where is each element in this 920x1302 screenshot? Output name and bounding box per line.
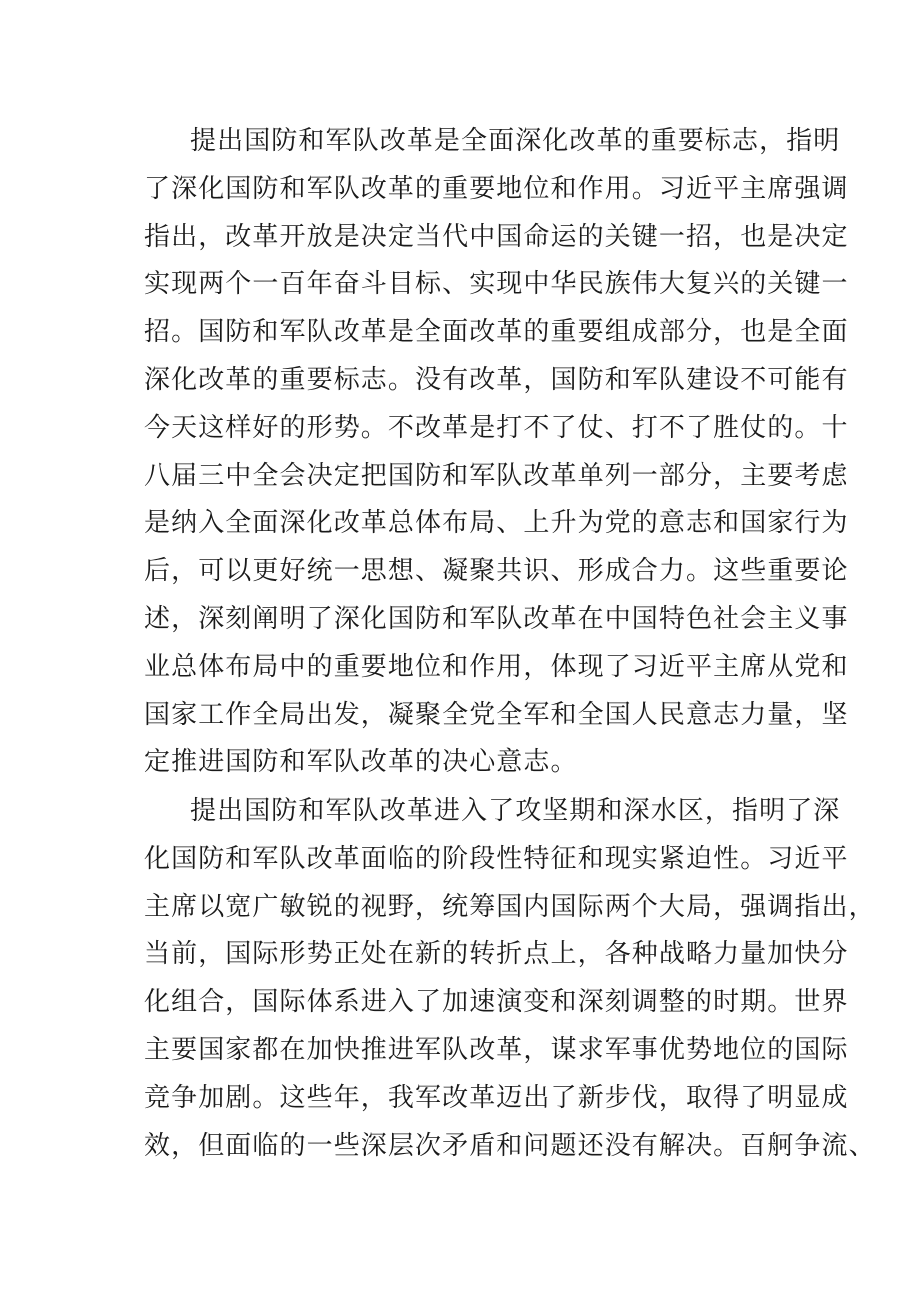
paragraph-line: 化国防和军队改革面临的阶段性特征和现实紧迫性。习近平 <box>144 843 849 874</box>
paragraph-line: 定推进国防和军队改革的决心意志。 <box>144 747 578 778</box>
paragraph-line: 化组合，国际体系进入了加速演变和深刻调整的时期。世界 <box>144 987 849 1018</box>
paragraph-line: 八届三中全会决定把国防和军队改革单列一部分，主要考虑 <box>144 460 849 491</box>
paragraph-line: 实现两个一百年奋斗目标、实现中华民族伟大复兴的关键一 <box>144 269 849 300</box>
paragraph-line: 是纳入全面深化改革总体布局、上升为党的意志和国家行为 <box>144 508 849 539</box>
paragraph-line: 了深化国防和军队改革的重要地位和作用。习近平主席强调 <box>144 173 849 204</box>
paragraph-line: 指出，改革开放是决定当代中国命运的关键一招，也是决定 <box>144 221 849 252</box>
paragraph-line: 主席以宽广敏锐的视野，统筹国内国际两个大局，强调指出， <box>144 891 876 922</box>
paragraph-line: 效，但面临的一些深层次矛盾和问题还没有解决。百舸争流、 <box>144 1130 876 1161</box>
paragraph-line: 主要国家都在加快推进军队改革，谋求军事优势地位的国际 <box>144 1034 849 1065</box>
paragraph-line: 招。国防和军队改革是全面改革的重要组成部分，也是全面 <box>144 317 849 348</box>
paragraph-line: 当前，国际形势正处在新的转折点上，各种战略力量加快分 <box>144 939 849 970</box>
paragraph-line: 业总体布局中的重要地位和作用，体现了习近平主席从党和 <box>144 651 849 682</box>
paragraph-2 <box>144 788 876 1170</box>
paragraph-line: 深化改革的重要标志。没有改革，国防和军队建设不可能有 <box>144 364 849 395</box>
paragraph-line: 国家工作全局出发，凝聚全党全军和全国人民意志力量，坚 <box>144 699 849 730</box>
paragraph-line: 竞争加剧。这些年，我军改革迈出了新步伐，取得了明显成 <box>144 1082 849 1113</box>
paragraph-line: 述，深刻阐明了深化国防和军队改革在中国特色社会主义事 <box>144 603 849 634</box>
paragraph-line: 今天这样好的形势。不改革是打不了仗、打不了胜仗的。十 <box>144 412 849 443</box>
paragraph-1 <box>144 118 849 787</box>
paragraph-line: 提出国防和军队改革是全面深化改革的重要标志，指明 <box>190 126 841 156</box>
paragraph-line: 后，可以更好统一思想、凝聚共识、形成合力。这些重要论 <box>144 556 849 587</box>
paragraph-line: 提出国防和军队改革进入了攻坚期和深水区，指明了深 <box>190 796 841 826</box>
